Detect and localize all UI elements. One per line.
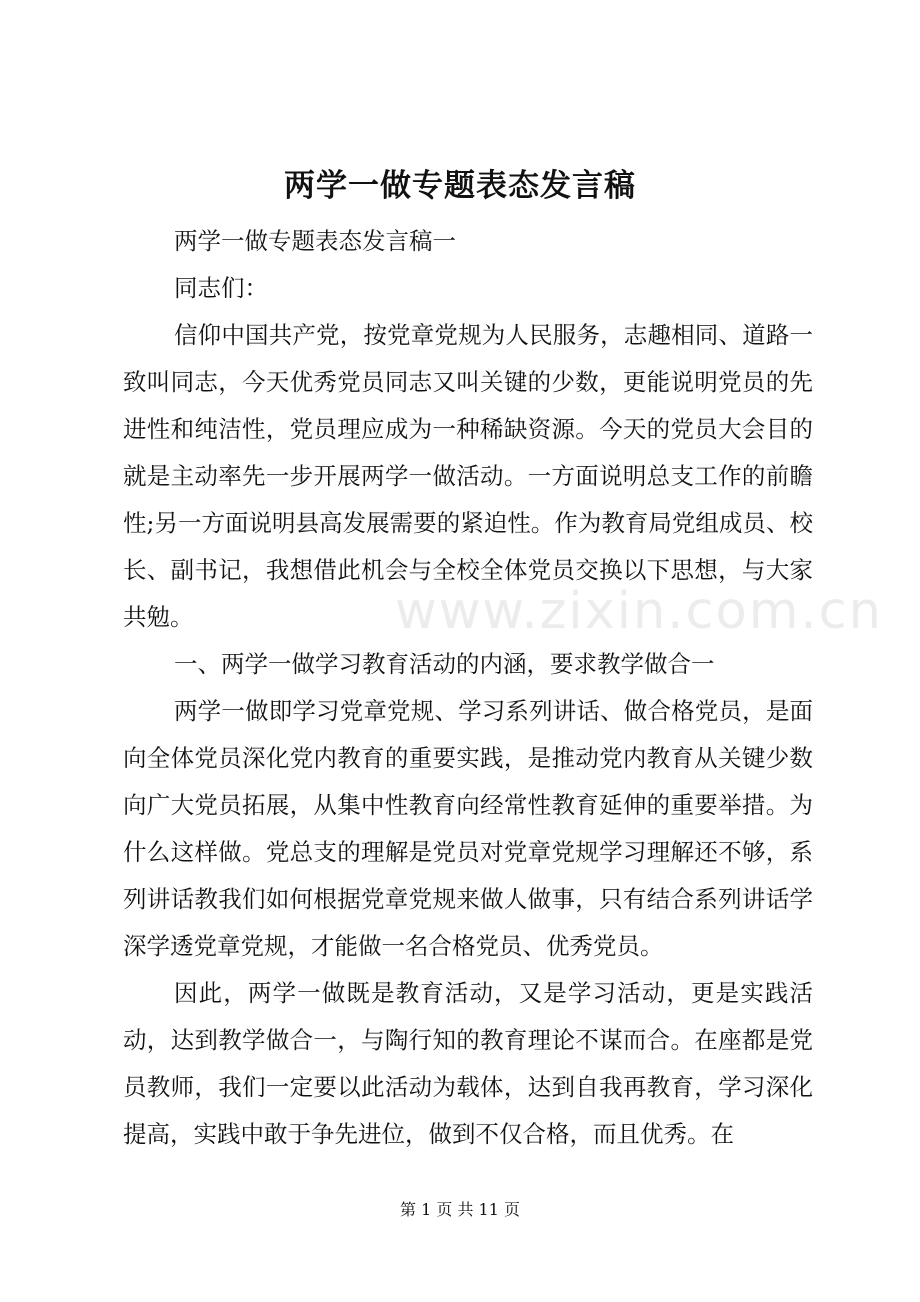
- section-heading: 一、两学一做学习教育活动的内涵，要求教学做合一: [174, 650, 715, 678]
- document-title: 两学一做专题表态发言稿: [284, 168, 636, 204]
- document-body: [123, 218, 813, 1158]
- subtitle-paragraph: 两学一做专题表态发言稿一: [174, 227, 456, 255]
- body-paragraph: 信仰中国共产党，按党章党规为人民服务，志趣相同、道路一致叫同志，今天优秀党员同志又叫关键的少数，更能说明党员的先进性和纯洁性，党员理应成为一种稀缺资源。今天的党员大会目的就是主动率先一步开展两学一做活动。一方面说明总支工作的前瞻性;另一方面说明县高发展需要的紧迫性。作为教育局党组成员、校长、副书记，我想借此机会与全校全体党员交换以下思想，与大家共勉。: [123, 321, 813, 631]
- watermark: www.zixin.com.cn: [395, 582, 883, 641]
- page-number-footer: 第 1 页 共 11 页: [400, 1200, 520, 1219]
- body-paragraph: 因此，两学一做既是教育活动，又是学习活动，更是实践活动，达到教学做合一，与陶行知的教育理论不谋而合。在座都是党员教师，我们一定要以此活动为载体，达到自我再教育，学习深化提高，实践中敢于争先进位，做到不仅合格，而且优秀。在: [123, 979, 813, 1148]
- body-paragraph: 两学一做即学习党章党规、学习系列讲话、做合格党员，是面向全体党员深化党内教育的重要实践，是推动党内教育从关键少数向广大党员拓展，从集中性教育向经常性教育延伸的重要举措。为什么这样做。党总支的理解是党员对党章党规学习理解还不够，系列讲话教我们如何根据党章党规来做人做事，只有结合系列讲话学深学透党章党规，才能做一名合格党员、优秀党员。: [123, 697, 813, 960]
- salutation-paragraph: 同志们：: [174, 274, 268, 302]
